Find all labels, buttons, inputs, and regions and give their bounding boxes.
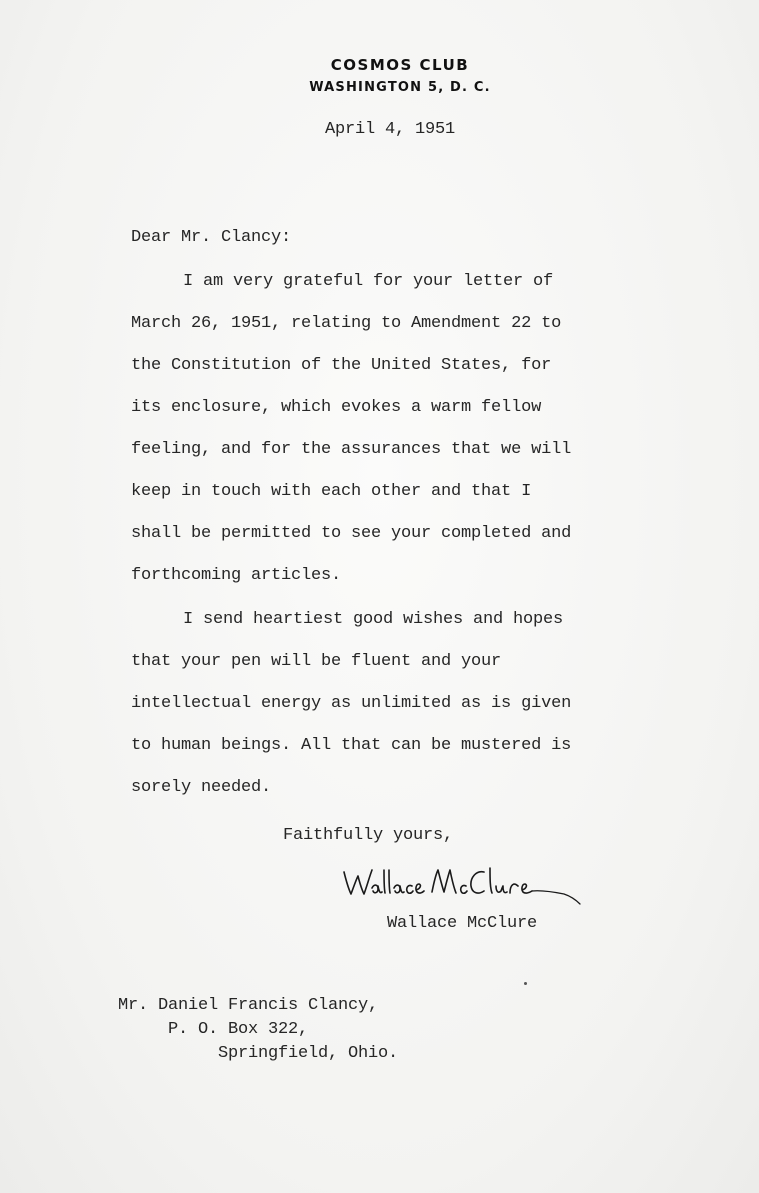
complimentary-close: Faithfully yours, <box>283 826 454 845</box>
body-line: I am very grateful for your letter of <box>183 272 554 291</box>
body-line: its enclosure, which evokes a warm fellow <box>131 398 542 417</box>
body-line: the Constitution of the United States, for <box>131 356 552 375</box>
body-line: intellectual energy as unlimited as is given <box>131 694 572 713</box>
body-line: feeling, and for the assurances that we will <box>131 440 572 459</box>
letterhead-name: COSMOS CLUB <box>330 56 470 74</box>
recipient-name: Mr. Daniel Francis Clancy, <box>118 996 379 1015</box>
typed-signature-name: Wallace McClure <box>387 914 538 933</box>
body-line: that your pen will be fluent and your <box>131 652 502 671</box>
body-line: to human beings. All that can be mustered is <box>131 736 572 755</box>
recipient-box: P. O. Box 322, <box>168 1020 309 1039</box>
body-line: I send heartiest good wishes and hopes <box>183 610 564 629</box>
body-line: sorely needed. <box>131 778 272 797</box>
body-line: shall be permitted to see your completed and <box>131 524 572 543</box>
recipient-city: Springfield, Ohio. <box>218 1044 399 1063</box>
letter-date: April 4, 1951 <box>325 120 456 139</box>
letterhead-city: WASHINGTON 5, D. C. <box>309 80 491 95</box>
body-line: forthcoming articles. <box>131 566 342 585</box>
body-line: keep in touch with each other and that I <box>131 482 532 501</box>
body-line: March 26, 1951, relating to Amendment 22 to <box>131 314 562 333</box>
handwritten-signature <box>336 858 596 910</box>
paper-speck <box>524 982 527 985</box>
salutation: Dear Mr. Clancy: <box>131 228 292 247</box>
